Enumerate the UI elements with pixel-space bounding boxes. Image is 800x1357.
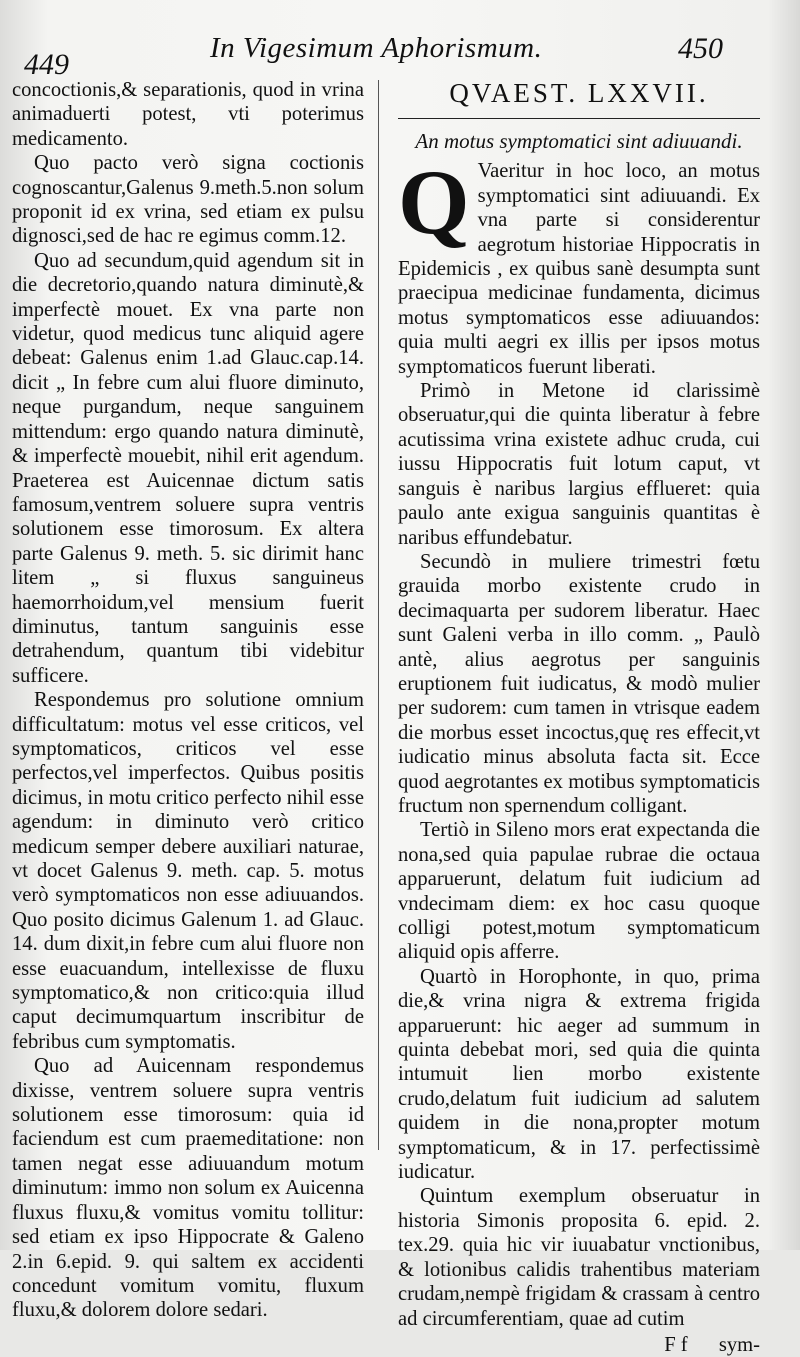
intro-text: Vaeritur in hoc loco, an motus symptomatici sint adiuuandi. Ex vna parte si considerentur aegrotum historiae Hippocratis in Epidemicis , ex quibus sanè desumpta sunt praecipua medicinae fundamenta, dicimus motus symptomaticos esse adiuuandos: quia multi aegri ex illis per ipsos motus symptomaticos fuerunt liberati. xyxy=(398,160,760,378)
paragraph: Quartò in Horophonte, in quo, prima die,& vrina nigra & extrema frigida apparuerunt: hic aeger ad summum in quinta debebat mori, sed quia die quinta intumuit lien morbo existente crudo,delatum fuit iudicium ad salutem quidem in die nona,propter motum symptomaticum, & in 17. perfectissimè iudicatur. xyxy=(398,965,760,1184)
paragraph: Tertiò in Sileno mors erat expectanda die nona,sed quia papulae rubrae die octaua apparuerunt, delatum fuit iudicium ad vndecimam diem: ex hoc casu quoque colligi potest,motum symptomaticum aliquid opis afferre. xyxy=(398,819,760,964)
paragraph: Quo pacto verò signa coctionis cognoscantur,Galenus 9.meth.5.non solum proponit id ex vrina, sed etiam ex pulsu dignosci,sed de hac re egimus comm.12. xyxy=(12,152,364,248)
paragraph: Primò in Metone id clarissimè obseruatur,qui die quinta liberatur à febre acutissima vrina existete adhuc cruda, cui iussu Hippocratis fuit lotum caput, vt sanguis è naribus largius efflueret: quia paulo ante exigua sanguinis quantitas è naribus effundebatur. xyxy=(398,380,760,549)
page-number-right: 450 xyxy=(678,32,723,65)
question-title: QVAEST. LXXVII. xyxy=(449,78,709,108)
paragraph: concoctionis,& separationis, quod in vrina animaduerti potest, vti poterimus medicamento. xyxy=(12,79,364,150)
signature-mark: F f xyxy=(664,1333,688,1356)
drop-cap: Q xyxy=(398,151,470,254)
column-divider xyxy=(378,80,379,1150)
intro-paragraph xyxy=(398,151,760,379)
paragraph: Quintum exemplum obseruatur in historia Simonis proposita 6. epid. 2. tex.29. quia hic vir iuuabatur vnctionibus, & lotionibus calidis trahentibus materiam crudam,nempè frigidam & crassam à centro ad circumferentiam, quae ad cutim xyxy=(398,1185,760,1330)
paragraph: Quo ad secundum,quid agendum sit in die decretorio,quando natura diminutè,& imperfectè mouet. Ex vna parte non videtur, quod medicus tunc aliquid agere debeat: Galenus enim 1.ad Glauc.cap.14. dicit „ In febre cum alui fluore diminuto, neque purgandum, neque sanguinem mittendum: ergo quando natura diminutè, & imperfectè mouebit, nihil erit agendum. Praeterea est Auicennae dictum satis famosum,ventrem soluere supra ventris solutionem esse timorosum. Ex altera parte Galenus 9. meth. 5. sic dirimit hanc litem „ si fluxus sanguineus haemorrhoidum,vel mensium fuerit diminutus, tantum sanguinis esse detrahendum, quantum tibi videbitur sufficere. xyxy=(12,249,364,687)
question-subtitle: An motus symptomatici sint adiuuandi. xyxy=(398,118,760,153)
page-header xyxy=(0,26,800,81)
right-column xyxy=(398,78,760,1357)
paragraph: Respondemus pro solutione omnium difficultatum: motus vel esse criticos, vel symptomaticos, criticos vel esse perfectos,vel imperfectos. Quibus positis dicimus, in motu critico perfecto nihil esse agendum: in diminuto verò critico medicum semper debere auxiliari naturae, vt docet Galenus 9. meth. cap. 5. motus verò symptomaticos non esse adiuuandos. Quo posito dicimus Galenum 1. ad Glauc. 14. dum dixit,in febre cum alui fluore non esse euacuandum, intellexisse de fluxu symptomatico,& non critico:quia illud caput decimumquartum inscribitur de febribus cum symptomatis. xyxy=(12,689,364,1053)
left-column xyxy=(12,78,364,1323)
running-title: In Vigesimum Aphorismum. xyxy=(210,32,543,64)
page-footer xyxy=(398,1333,760,1357)
paragraph: Secundò in muliere trimestri fœtu grauida morbo existente crudo in decimaquarta per sudorem liberatur. Haec sunt Galeni verba in illo comm. „ Paulò antè, alius aegrotus per sanguinis eruptionem fuit iudicatus, & modò mulier per sudorem: cum tamen in vtrisque eadem die morbus esset incoctus,quę res effecit,vt iudicatio minus absoluta facta sit. Ecce quod aegrotantes ex motibus symptomaticis fructum non spernendum colligant. xyxy=(398,550,760,817)
paragraph: Quo ad Auicennam respondemus dixisse, ventrem soluere supra ventris solutionem esse timorosum: quia id faciendum est cum praemeditatione: non tamen negat esse adiuuandum motum diminutum: immo non solum ex Auicenna fluxus fluxu,& vomitus vomitu tollitur: sed etiam ex ipso Hippocrate & Galeno 2.in 6.epid. 9. qui saltem ex accidenti concedunt vomitum vomitu, fluxum fluxu,& dolorem dolore sedari. xyxy=(12,1055,364,1322)
page-number-left: 449 xyxy=(24,48,69,81)
catchword: sym- xyxy=(718,1333,760,1356)
